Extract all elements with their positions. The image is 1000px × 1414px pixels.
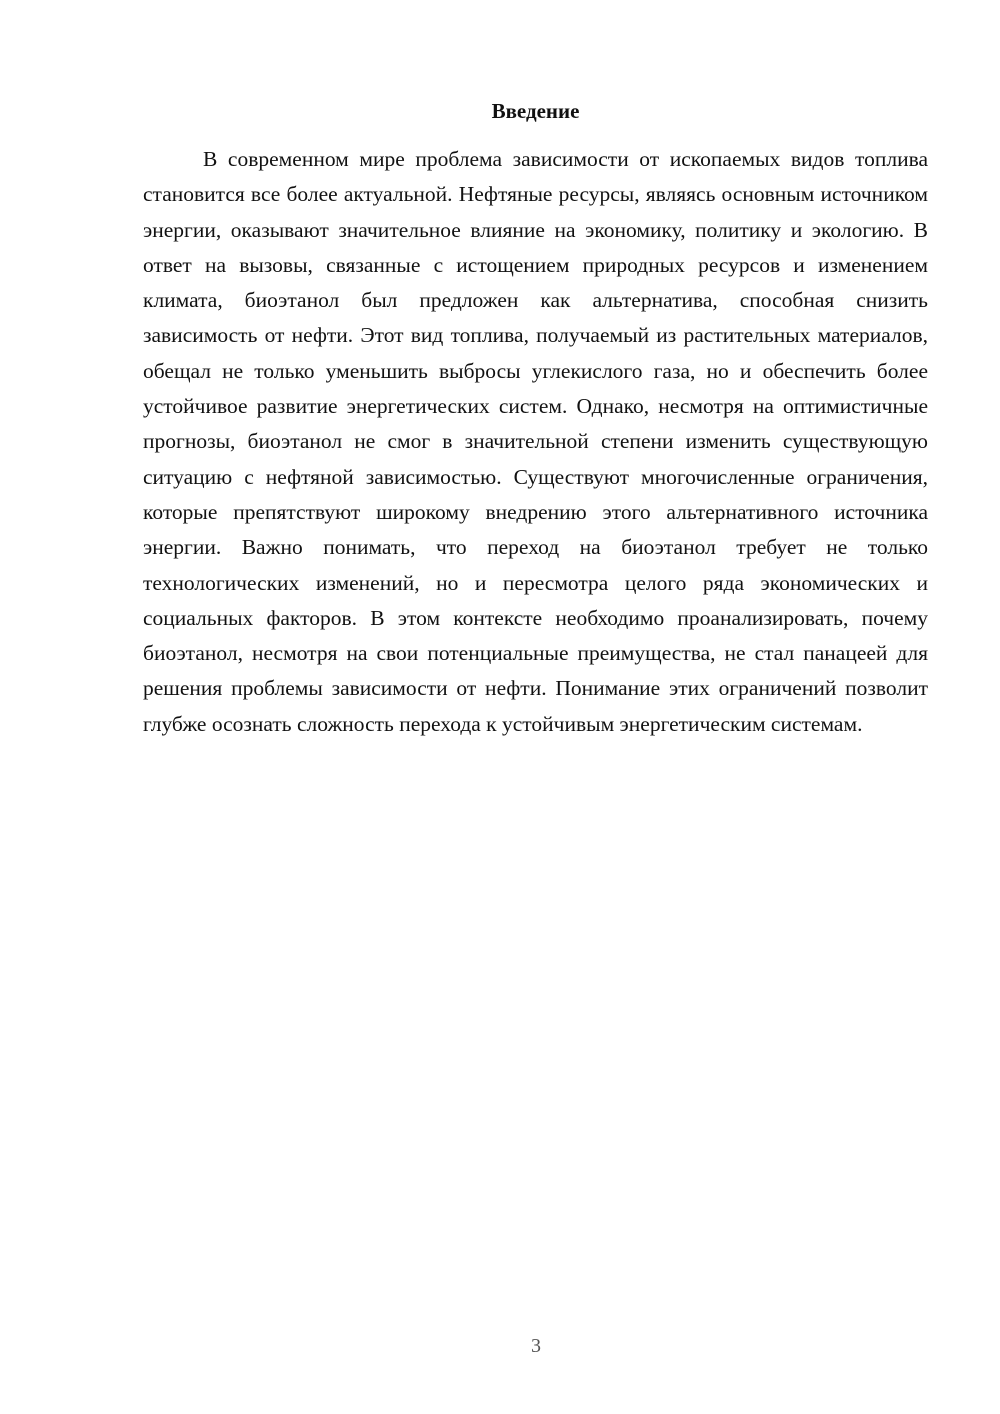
- intro-paragraph: В современном мире проблема зависимости от ископаемых видов топлива становится все более актуальной. Нефтяные ресурсы, являясь основным источником энергии, оказывают значительное влияние на экономику, политику и экологию. В ответ на вызовы, связанные с истощением природных ресурсов и изменением климата, биоэтанол был предложен как альтернатива, способная снизить зависимость от нефти. Этот вид топлива, получаемый из растительных материалов, обещал не только уменьшить выбросы углекислого газа, но и обеспечить более устойчивое развитие энергетических систем. Однако, несмотря на оптимистичные прогнозы, биоэтанол не смог в значительной степени изменить существующую ситуацию с нефтяной зависимостью. Существуют многочисленные ограничения, которые препятствуют широкому внедрению этого альтернативного источника энергии. Важно понимать, что переход на биоэтанол требует не только технологических изменений, но и пересмотра целого ряда экономических и социальных факторов. В этом контексте необходимо проанализировать, почему биоэтанол, несмотря на свои потенциальные преимущества, не стал панацеей для решения проблемы зависимости от нефти. Понимание этих ограничений позволит глубже осознать сложность перехода к устойчивым энергетическим системам.: [143, 147, 928, 736]
- section-heading: Введение: [491, 99, 580, 123]
- page-number: 3: [531, 1335, 541, 1357]
